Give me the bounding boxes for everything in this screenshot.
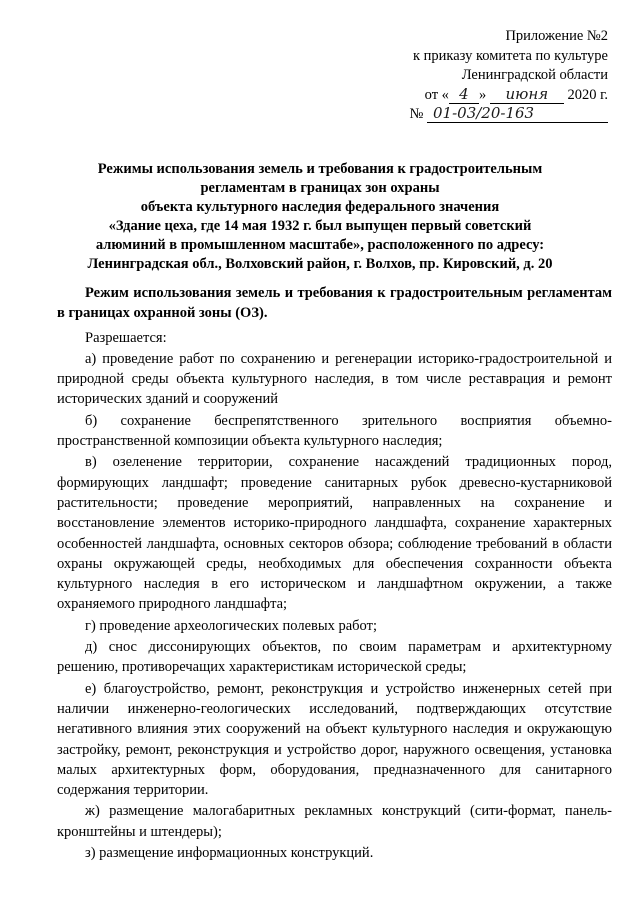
allowed-label: Разрешается: [85, 329, 167, 346]
appendix-number [410, 105, 608, 125]
date-day-handwritten: 4 [459, 84, 469, 103]
number-prefix: № [409, 106, 424, 122]
list-item-zh: ж) размещение малогабаритных рекламных конструкций (сити-формат, панель-кронштейны и штендеры); [57, 803, 612, 840]
date-day [449, 86, 479, 104]
appendix-header [410, 27, 608, 125]
appendix-title: Приложение №2 [505, 28, 608, 44]
list-item-a: а) проведение работ по сохранению и регенерации историко-градостроительной и природной среды объекта культурного наследия, в том числе реставрация и ремонт исторических зданий и сооружений [57, 350, 612, 408]
number-handwritten: 01-03/20-163 [433, 104, 535, 122]
title-line-5: алюминий в промышленном масштабе», расположенного по адресу: [95, 237, 545, 253]
list-item-v: в) озеленение территории, сохранение насаждений традиционных пород, формирующих ландшафт; проведение санитарных рубок древесно-кустарниковой растительности; проведение мероприятий, направленных на сохранение и восстановление элементов историко-природного ландшафта, сохранение характерных особенностей ландшафта, основных секторов обзора; соблюдение требований в области охраны окружающей среды, необходимых для обеспечения сохранности объекта культурного наследия в его историческом и ландшафтном окружении, а также охраняемого природного ландшафта; [57, 454, 612, 613]
list-item-e: е) благоустройство, ремонт, реконструкция и устройство инженерных сетей при наличии инженерно-геологических исследований, подтверждающих отсутствие негативного влияния этих сооружений на объект культурного наследия и окружающую застройку, ремонт, реконструкция и устройство дорог, наружного освещения, установка малых архитектурных форм, оборудования, предназначенного для санитарного содержания территории. [57, 680, 612, 799]
appendix-date [410, 86, 608, 106]
title-line-4: «Здание цеха, где 14 мая 1932 г. был выпущен первый советский [108, 218, 532, 234]
list-item-g: г) проведение археологических полевых работ; [85, 617, 377, 634]
list-item-z: з) размещение информационных конструкций. [85, 845, 374, 862]
document-body [57, 283, 612, 863]
date-month-handwritten: июня [505, 84, 549, 103]
list-item-b: б) сохранение беспрепятственного зрительного восприятия объемно-пространственной композиции объекта культурного наследия; [57, 412, 612, 450]
title-line-1: Режимы использования земель и требования к градостроительным [97, 161, 543, 177]
list-item-d: д) снос диссонирующих объектов, по своим параметрам и архитектурному решению, противоречащих характеристикам исторической среды; [57, 639, 612, 676]
date-year: 2020 г. [567, 86, 608, 103]
date-mid: » [478, 86, 487, 103]
document-title [60, 160, 580, 274]
date-prefix: от « [424, 86, 449, 103]
title-line-6: Ленинградская обл., Волховский район, г. Волхов, пр. Кировский, д. 20 [87, 256, 553, 272]
appendix-region: Ленинградской области [461, 67, 608, 83]
date-month [490, 86, 564, 104]
section-heading: Режим использования земель и требования к градостроительным регламентам в границах охранной зоны (ОЗ). [57, 285, 612, 322]
title-line-2: регламентам в границах зон охраны [200, 180, 440, 196]
appendix-order-ref: к приказу комитета по культуре [412, 47, 608, 64]
title-line-3: объекта культурного наследия федерального значения [140, 199, 500, 215]
number-field [427, 105, 608, 123]
